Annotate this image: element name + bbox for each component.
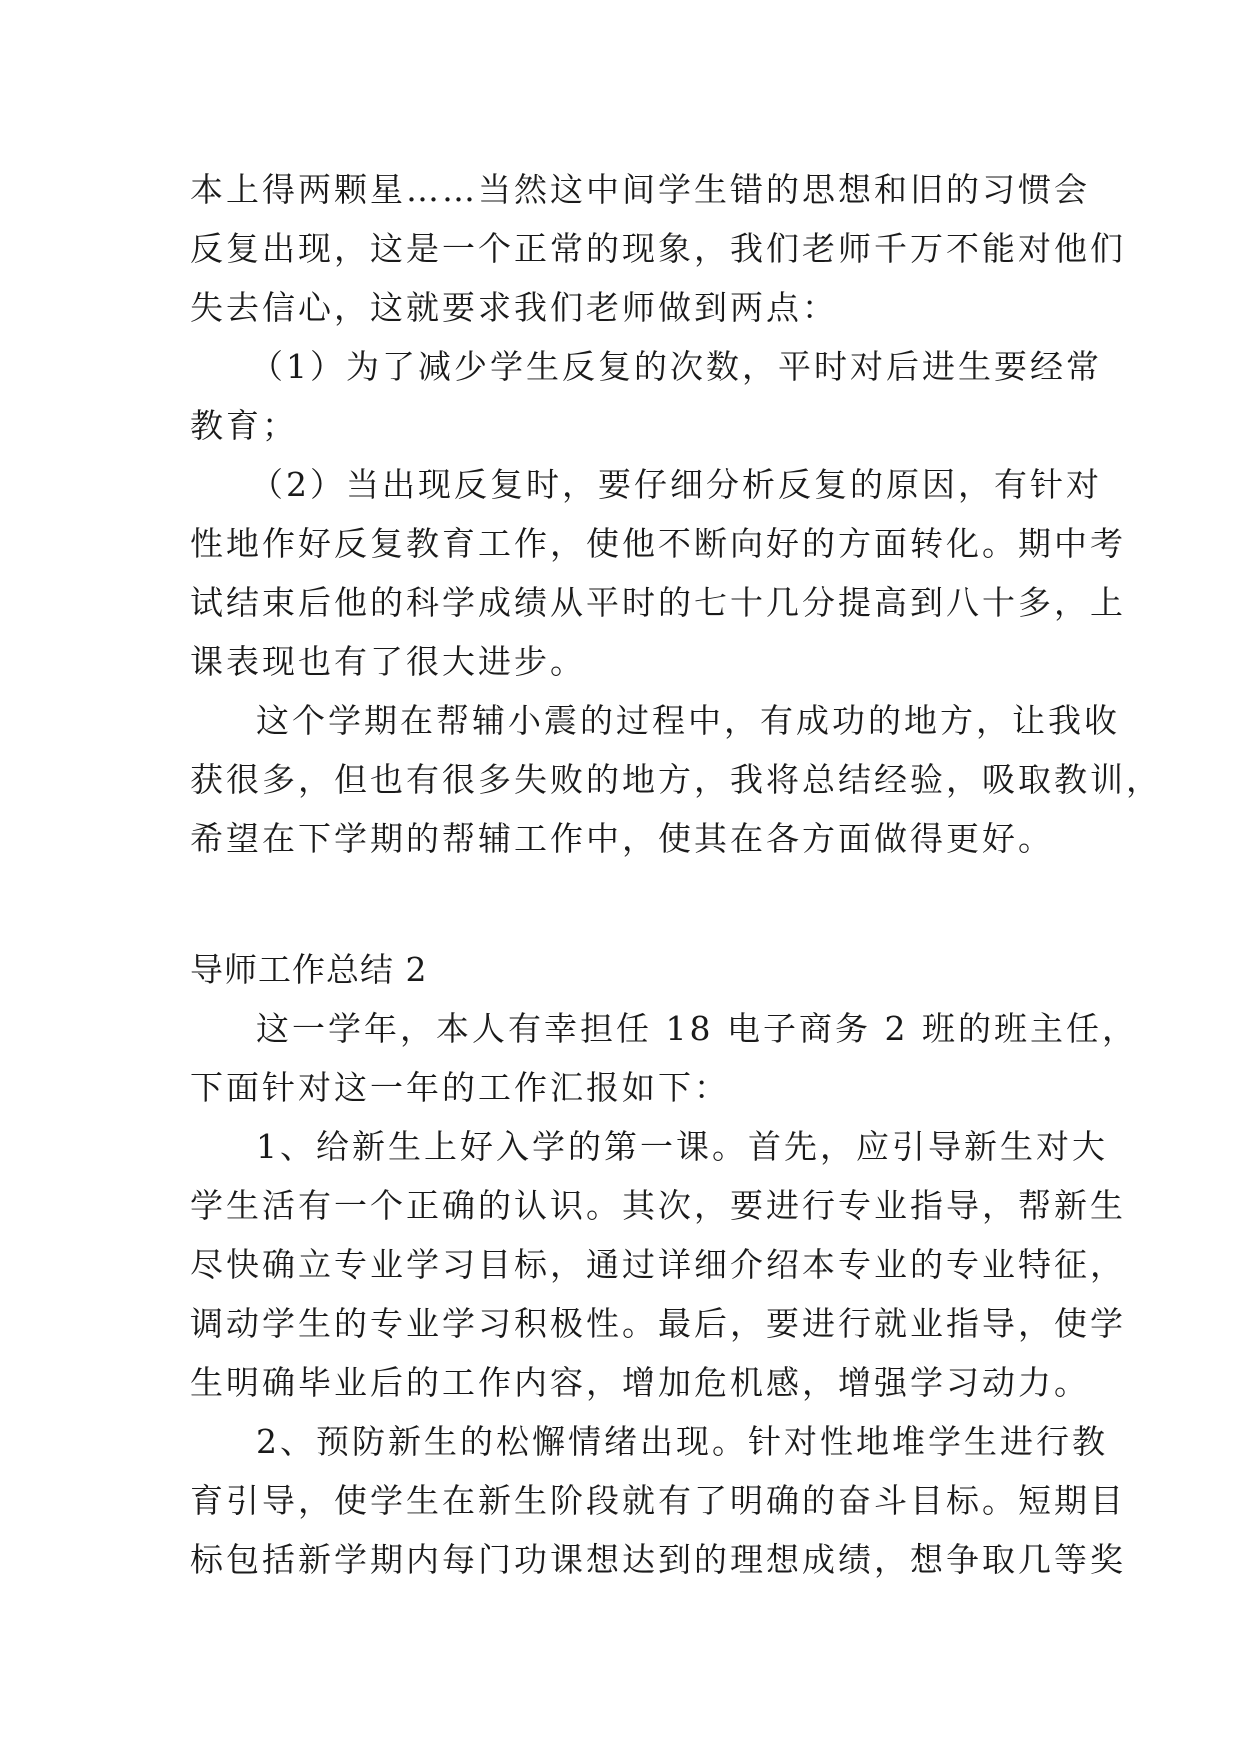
list-item-1 <box>190 337 1102 455</box>
section-heading: 导师工作总结 2 <box>190 950 428 989</box>
text-line: 失去信心，这就要求我们老师做到两点： <box>190 288 838 327</box>
text-line: 本上得两颗星……当然这中间学生错的思想和旧的习惯会 <box>190 170 1090 209</box>
text-line: 尽快确立专业学习目标，通过详细介绍本专业的专业特征， <box>190 1245 1126 1284</box>
text-line: 2、预防新生的松懈情绪出现。针对性地堆学生进行教 <box>256 1422 1108 1461</box>
text-line: 调动学生的专业学习积极性。最后，要进行就业指导，使学 <box>190 1304 1126 1343</box>
text-line: 学生活有一个正确的认识。其次，要进行专业指导，帮新生 <box>190 1186 1126 1225</box>
document-page <box>190 160 1162 1589</box>
text-line: （1）为了减少学生反复的次数，平时对后进生要经常 <box>250 347 1102 386</box>
text-line: （2）当出现反复时，要仔细分析反复的原因，有针对 <box>250 465 1102 504</box>
text-line: 这一学年，本人有幸担任 18 电子商务 2 班的班主任， <box>256 1009 1138 1048</box>
text-line: 教育； <box>190 406 298 445</box>
paragraph-continuation <box>190 160 1126 337</box>
text-line: 生明确毕业后的工作内容，增加危机感，增强学习动力。 <box>190 1363 1090 1402</box>
text-line: 获很多，但也有很多失败的地方，我将总结经验，吸取教训， <box>190 760 1162 799</box>
text-line: 下面针对这一年的工作汇报如下： <box>190 1068 730 1107</box>
paragraph-point-2 <box>190 1412 1126 1589</box>
paragraph-point-1 <box>190 1117 1126 1412</box>
paragraph-conclusion <box>190 691 1162 868</box>
text-line: 课表现也有了很大进步。 <box>190 642 586 681</box>
text-line: 标包括新学期内每门功课想达到的理想成绩，想争取几等奖 <box>190 1540 1126 1579</box>
section-gap <box>190 868 1060 940</box>
list-item-2 <box>190 455 1126 691</box>
text-line: 性地作好反复教育工作，使他不断向好的方面转化。期中考 <box>190 524 1126 563</box>
text-line: 这个学期在帮辅小震的过程中，有成功的地方，让我收 <box>256 701 1120 740</box>
paragraph-intro <box>190 999 1138 1117</box>
text-line: 试结束后他的科学成绩从平时的七十几分提高到八十多，上 <box>190 583 1126 622</box>
text-line: 希望在下学期的帮辅工作中，使其在各方面做得更好。 <box>190 819 1054 858</box>
text-line: 反复出现，这是一个正常的现象，我们老师千万不能对他们 <box>190 229 1126 268</box>
text-line: 育引导，使学生在新生阶段就有了明确的奋斗目标。短期目 <box>190 1481 1126 1520</box>
text-line: 1、给新生上好入学的第一课。首先，应引导新生对大 <box>256 1127 1108 1166</box>
